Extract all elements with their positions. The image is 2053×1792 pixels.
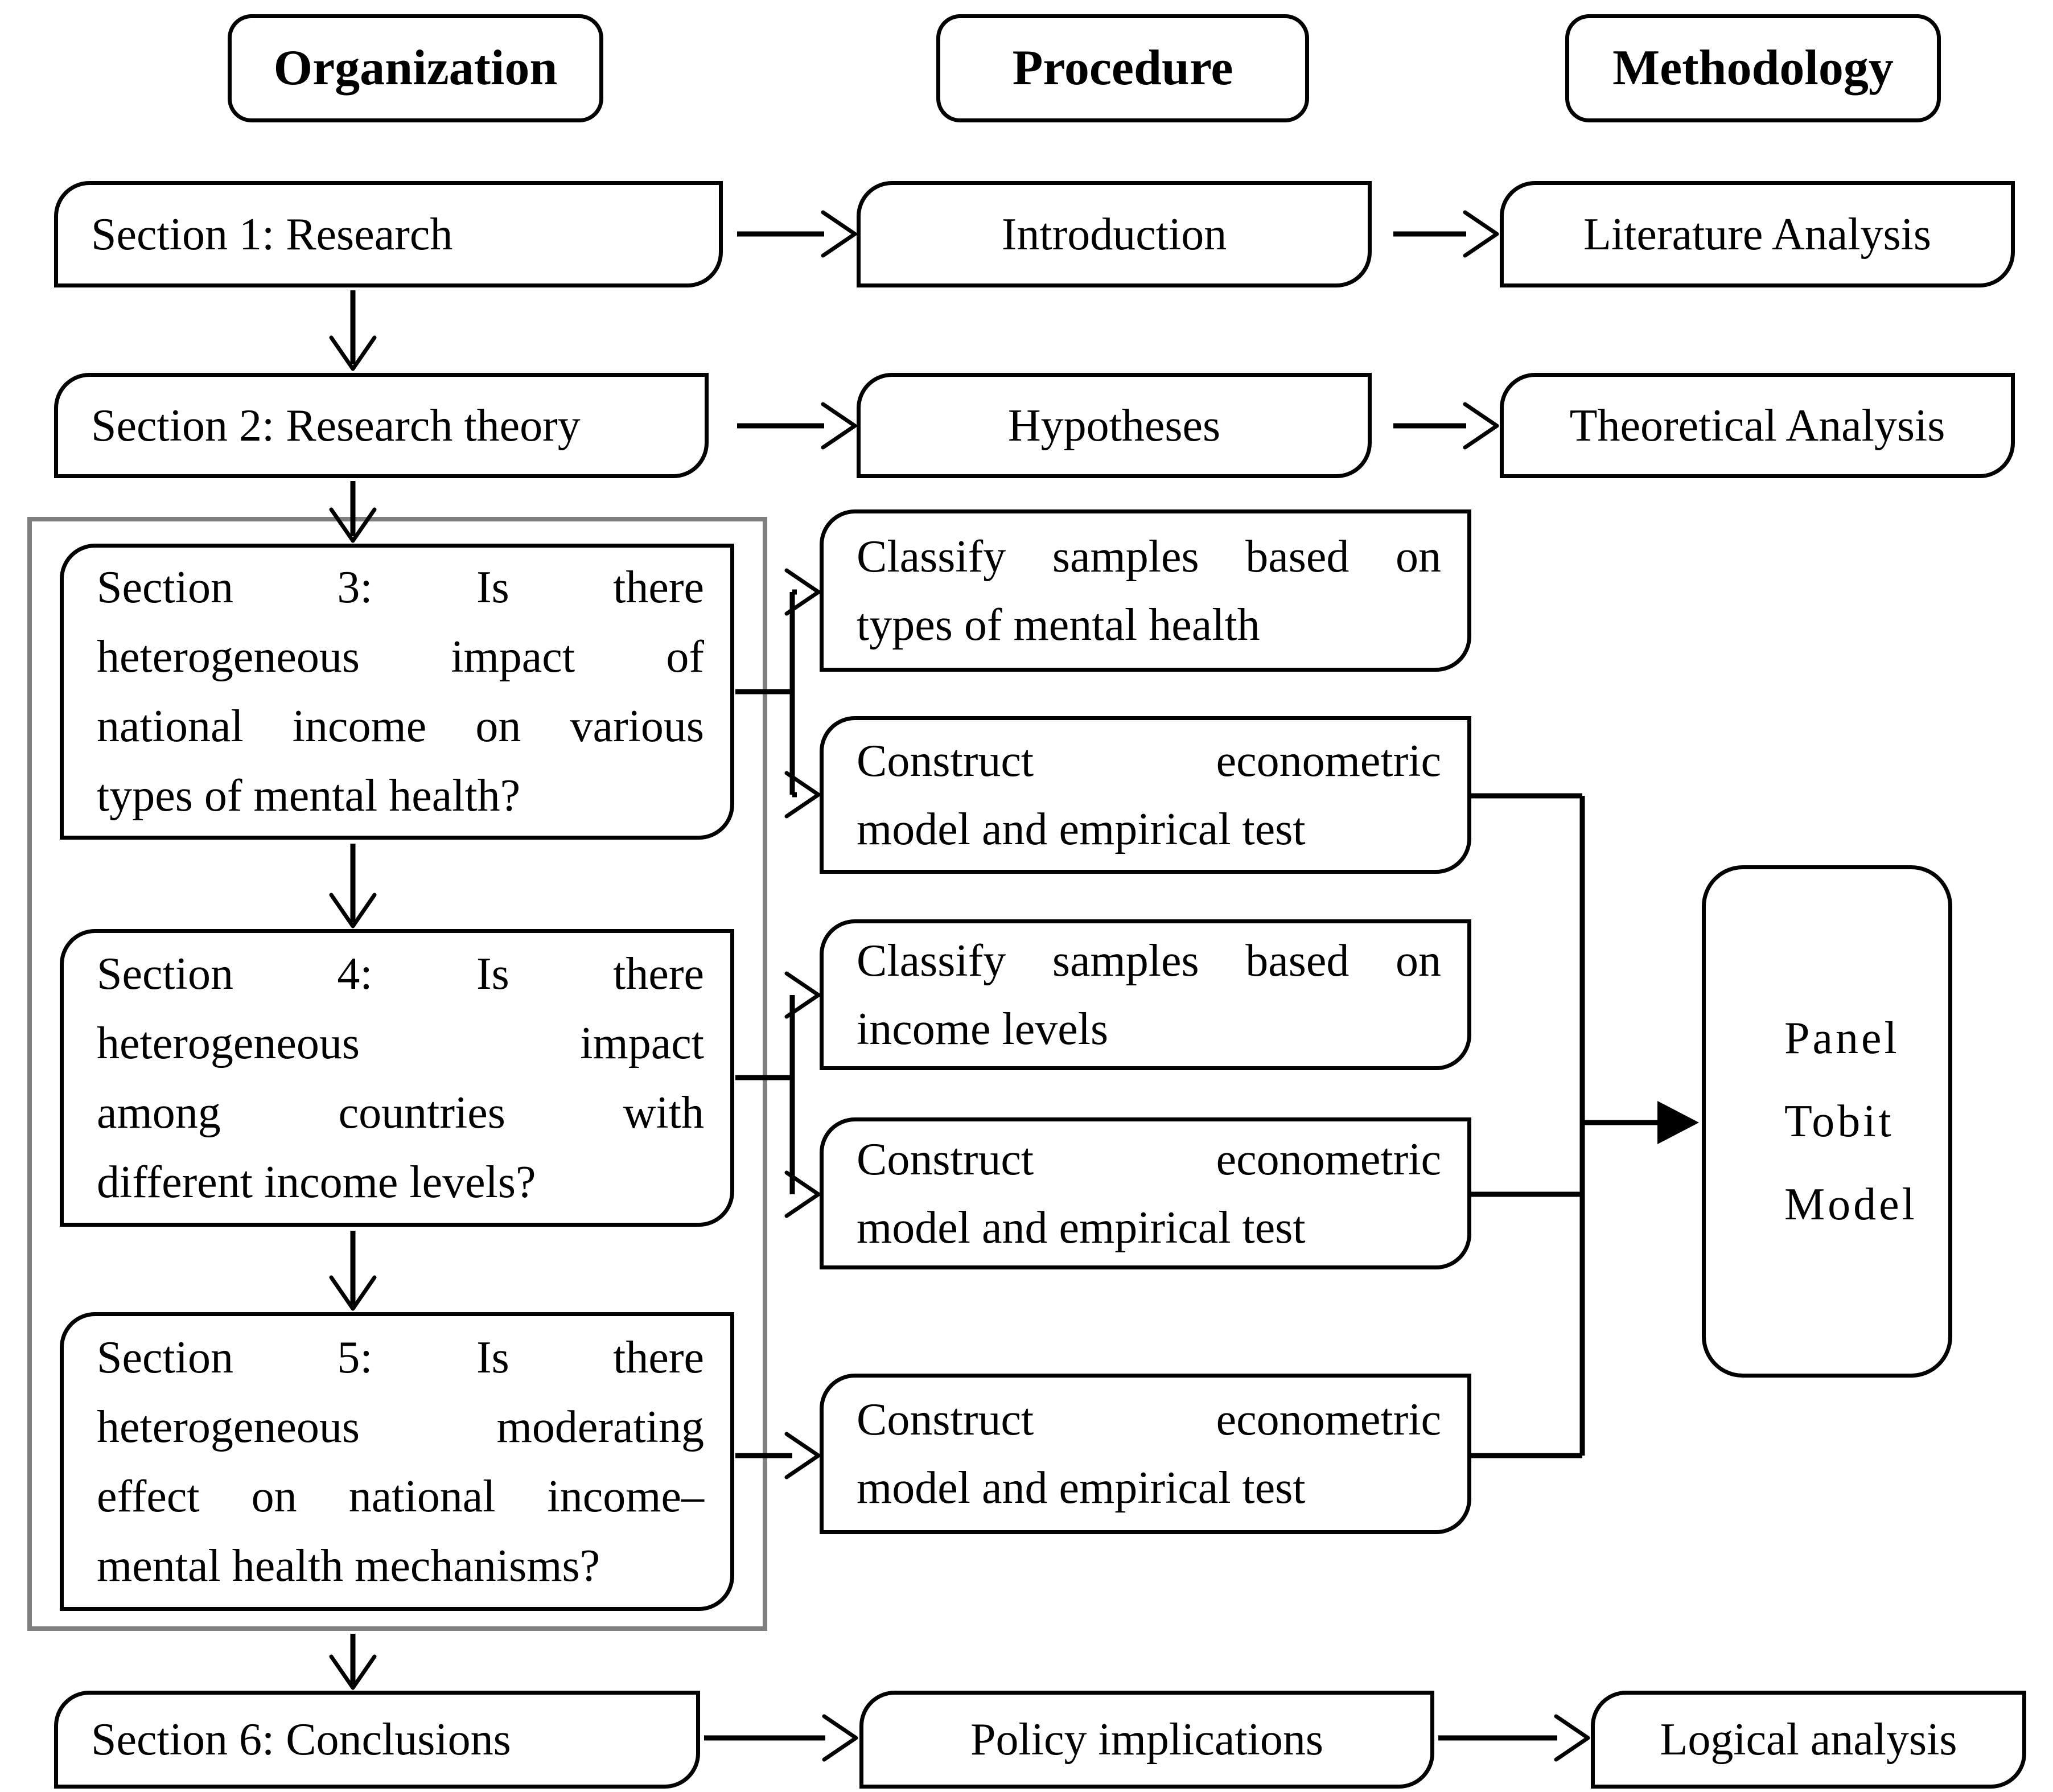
arrow-section6-to-policy — [704, 1716, 856, 1760]
arrow-section2-to-hypotheses — [737, 404, 855, 447]
spine-constructs-to-panel-tobit — [1471, 796, 1699, 1456]
header-methodology-label: Methodology — [1612, 40, 1894, 96]
node-policy-implications-label: Policy implications — [970, 1715, 1323, 1765]
node-section3-line: national income on various — [97, 701, 704, 751]
node-construct-model-3-line: Construct econometric — [857, 1395, 1441, 1445]
node-logical-analysis — [1591, 1691, 2026, 1789]
node-classify-income-line: Classify samples based on — [857, 935, 1441, 986]
node-hypotheses — [857, 373, 1372, 478]
node-panel-tobit-model — [1702, 865, 1952, 1378]
node-classify-mental-health — [820, 509, 1471, 672]
node-section4-line: Section 4: Is there — [97, 948, 704, 999]
node-section2-label: Section 2: Research theory — [91, 400, 581, 451]
node-section3-line: heterogeneous impact of — [97, 632, 704, 682]
node-classify-mental-health-line: Classify samples based on — [857, 531, 1441, 582]
node-introduction — [857, 181, 1372, 287]
node-section6 — [54, 1691, 700, 1789]
node-classify-mental-health-line: types of mental health — [857, 599, 1260, 650]
node-construct-model-2 — [820, 1117, 1471, 1269]
node-introduction-label: Introduction — [1001, 209, 1227, 260]
node-section5-line: mental health mechanisms? — [97, 1540, 600, 1591]
node-construct-model-3 — [820, 1374, 1471, 1534]
node-construct-model-1-line: Construct econometric — [857, 735, 1441, 786]
arrow-policy-to-logical — [1438, 1716, 1588, 1760]
header-organization — [228, 14, 603, 122]
filled-arrowhead-panel-tobit — [1657, 1101, 1699, 1144]
node-policy-implications — [859, 1691, 1434, 1789]
node-section5-line: effect on national income– — [97, 1471, 704, 1522]
node-construct-model-2-line: model and empirical test — [857, 1202, 1306, 1253]
node-section1 — [54, 181, 723, 287]
node-panel-tobit-model-line: Tobit — [1784, 1096, 1894, 1146]
arrow-section1-to-introduction — [737, 212, 855, 256]
node-theoretical-analysis — [1500, 373, 2015, 478]
arrow-introduction-to-literature — [1393, 212, 1497, 256]
node-panel-tobit-model-line: Model — [1784, 1179, 1918, 1230]
arrow-group-to-section6 — [331, 1634, 375, 1688]
node-section2 — [54, 373, 709, 478]
node-section4-line: heterogeneous impact — [97, 1018, 704, 1068]
node-classify-income-line: income levels — [857, 1004, 1109, 1054]
node-section6-label: Section 6: Conclusions — [91, 1715, 511, 1765]
header-organization-label: Organization — [273, 40, 558, 96]
node-construct-model-1 — [820, 716, 1471, 874]
node-construct-model-1-line: model and empirical test — [857, 804, 1306, 854]
node-section3-line: Section 3: Is there — [97, 562, 704, 613]
node-section4-line: among countries with — [97, 1087, 704, 1138]
node-literature-analysis-label: Literature Analysis — [1583, 209, 1931, 260]
node-section4-line: different income levels? — [97, 1157, 536, 1207]
arrow-hypotheses-to-theoretical — [1393, 404, 1497, 447]
node-construct-model-3-line: model and empirical test — [857, 1463, 1306, 1513]
node-panel-tobit-model-line: Panel — [1784, 1013, 1900, 1063]
node-section1-label: Section 1: Research — [91, 209, 453, 260]
node-hypotheses-label: Hypotheses — [1007, 400, 1221, 451]
node-logical-analysis-label: Logical analysis — [1660, 1715, 1957, 1765]
header-methodology — [1565, 14, 1941, 122]
node-classify-income — [820, 919, 1471, 1070]
header-procedure-label: Procedure — [1012, 40, 1233, 96]
node-section5-line: heterogeneous moderating — [97, 1401, 704, 1452]
node-section3-line: types of mental health? — [97, 771, 521, 821]
node-literature-analysis — [1500, 181, 2015, 287]
node-section5-line: Section 5: Is there — [97, 1332, 704, 1383]
node-section4 — [60, 929, 734, 1227]
header-procedure — [936, 14, 1309, 122]
node-section5 — [60, 1312, 734, 1611]
node-section3 — [60, 544, 734, 840]
node-theoretical-analysis-label: Theoretical Analysis — [1569, 400, 1945, 451]
arrow-section1-to-section2 — [331, 290, 375, 369]
node-construct-model-2-line: Construct econometric — [857, 1134, 1441, 1185]
